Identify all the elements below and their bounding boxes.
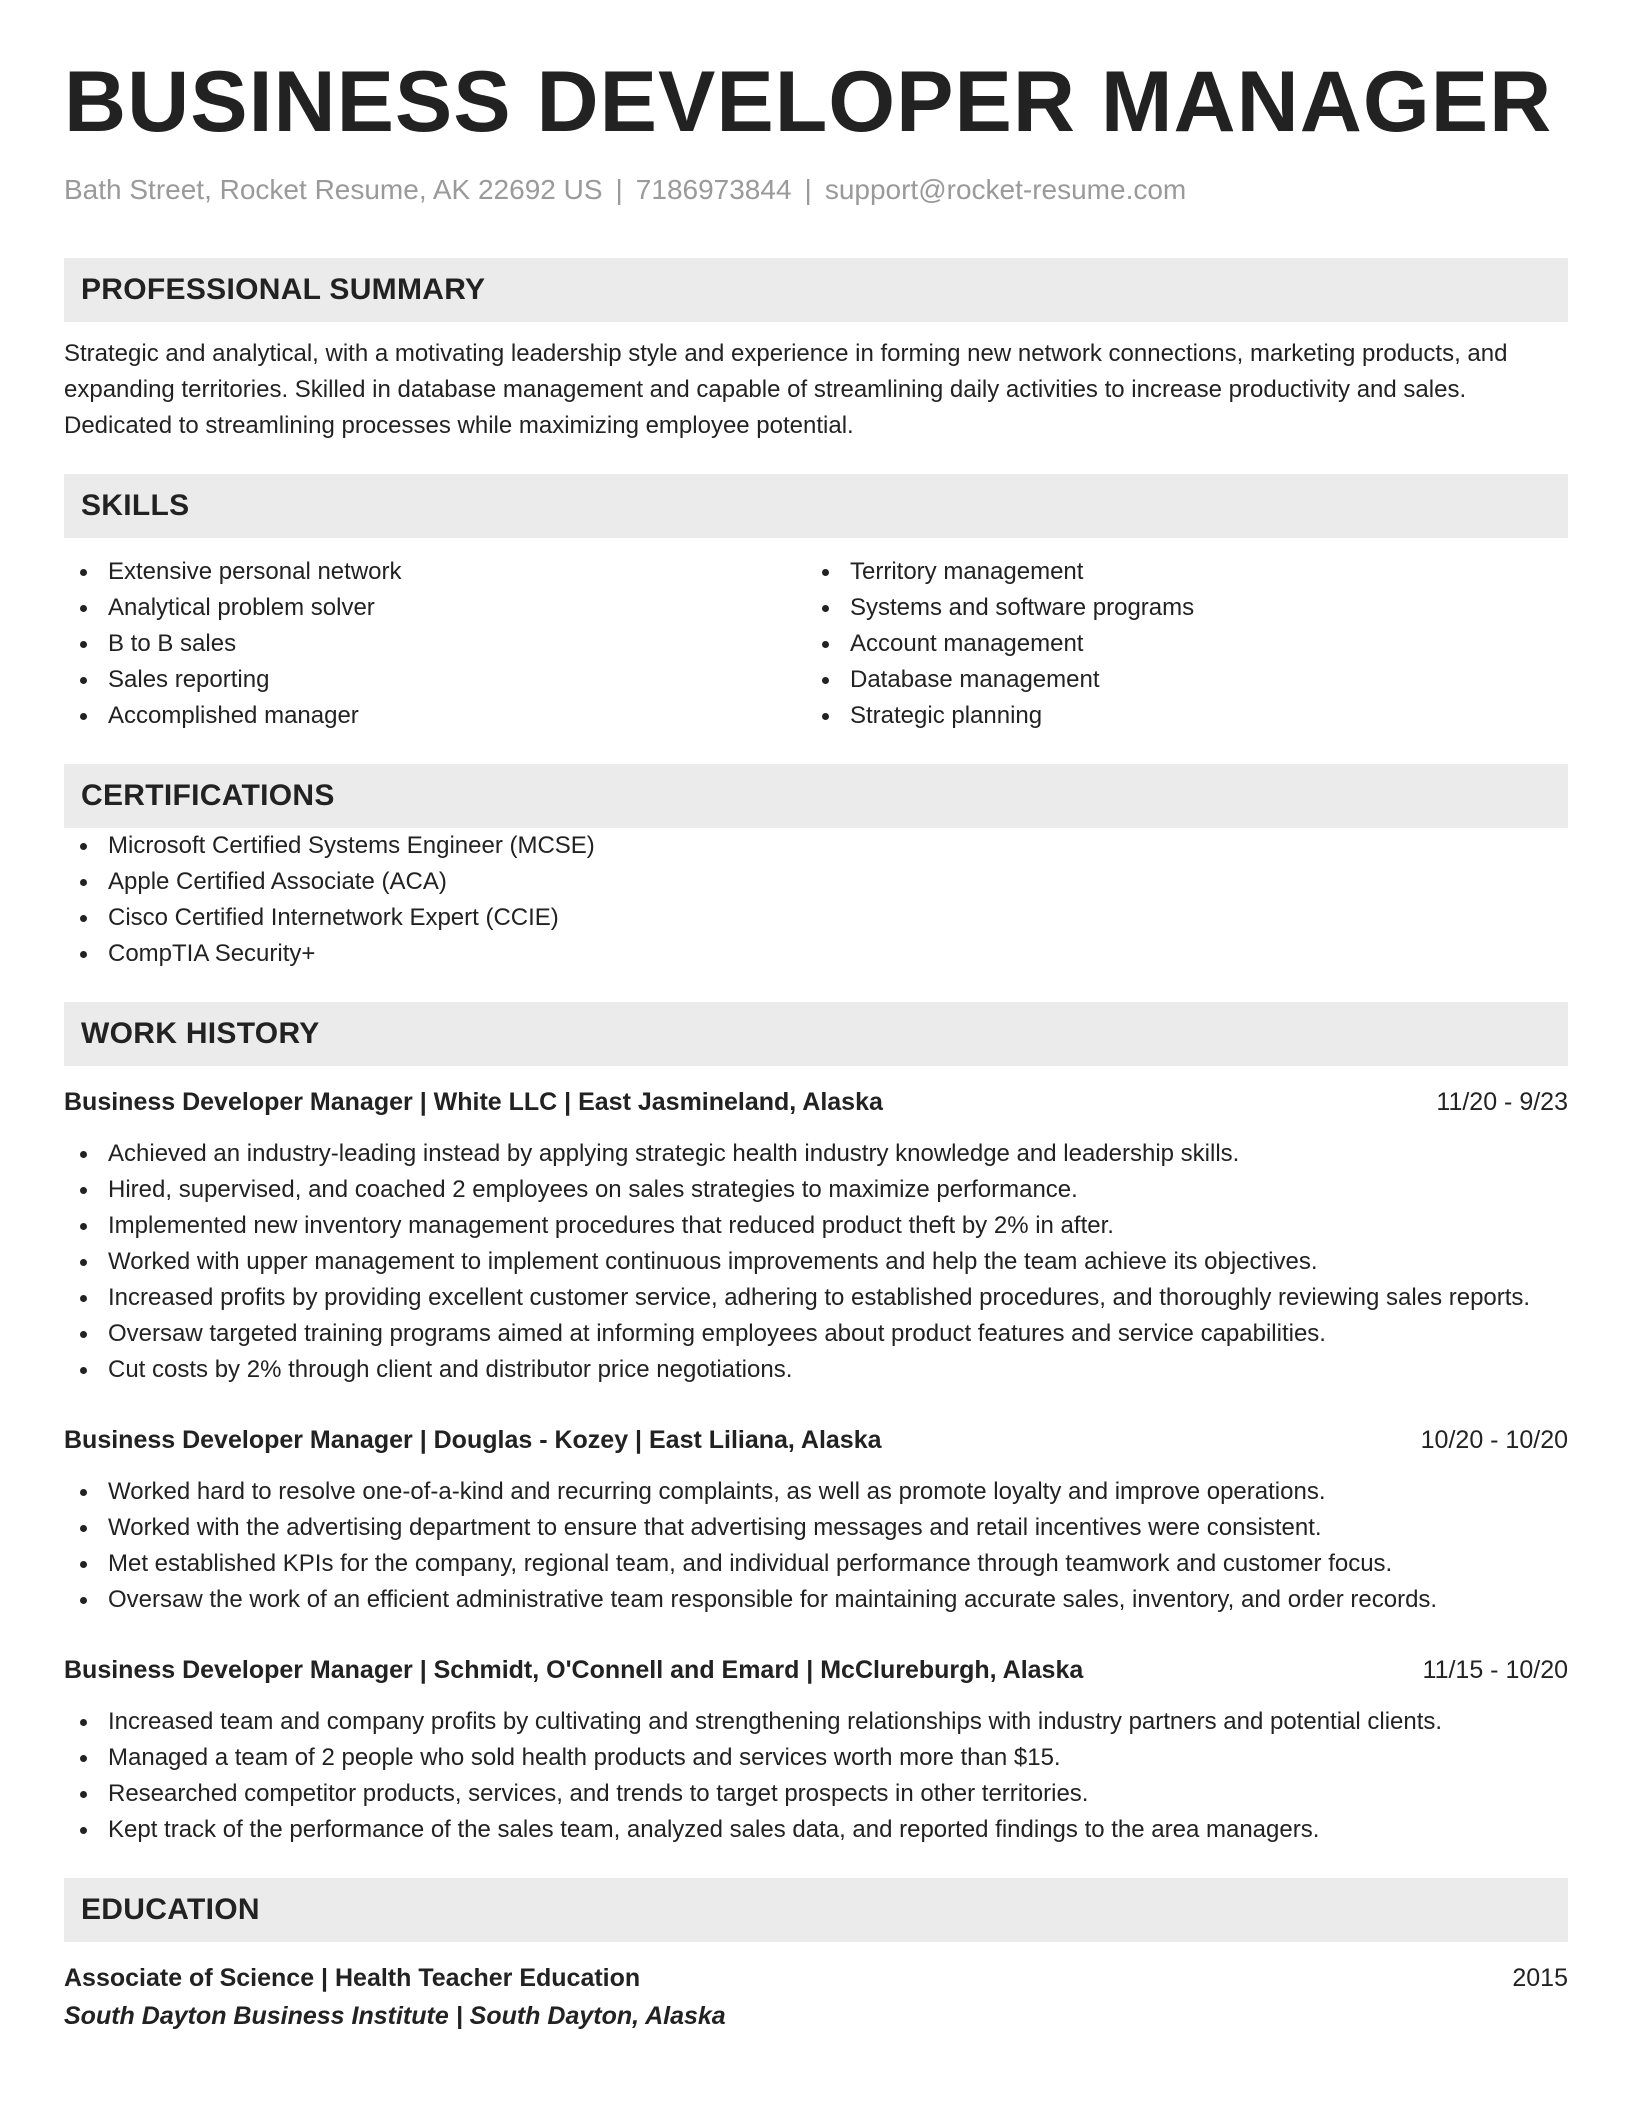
education-degree: Associate of Science | Health Teacher Education — [64, 1964, 641, 1992]
job-bullet: Increased profits by providing excellent customer service, adhering to established procedures, and thoroughly reviewing sales reports. — [64, 1280, 1568, 1316]
contact-phone: 7186973844 — [635, 174, 792, 205]
summary-text: Strategic and analytical, with a motivating leadership style and experience in forming new network connections, marketing products, and expanding territories. Skilled in database management and capable of streamlining daily activities to increase productivity and sales. Dedicated to streamlining processes while maximizing employee potential. — [64, 340, 1508, 439]
job-bullet: Met established KPIs for the company, regional team, and individual performance through teamwork and customer focus. — [64, 1546, 1568, 1582]
contact-separator: | — [804, 174, 812, 205]
section-heading-certifications: CERTIFICATIONS — [64, 764, 1568, 828]
job-title: Business Developer Manager | Douglas - Kozey | East Liliana, Alaska — [64, 1426, 882, 1454]
certification-item: CompTIA Security+ — [64, 936, 1568, 972]
job-bullet: Cut costs by 2% through client and distributor price negotiations. — [64, 1352, 1568, 1388]
job-bullet: Hired, supervised, and coached 2 employees on sales strategies to maximize performance. — [64, 1172, 1568, 1208]
skill-item: Account management — [806, 626, 1548, 662]
skill-item: B to B sales — [64, 626, 806, 662]
contact-separator: | — [615, 174, 623, 205]
education-header — [64, 1960, 1568, 1996]
skill-item: Sales reporting — [64, 662, 806, 698]
job-title: Business Developer Manager | White LLC | East Jasmineland, Alaska — [64, 1088, 883, 1116]
skill-item: Strategic planning — [806, 698, 1548, 734]
certification-item: Microsoft Certified Systems Engineer (MCSE) — [64, 828, 1568, 864]
contact-email: support@rocket-resume.com — [824, 174, 1187, 205]
job-bullets — [64, 1704, 1568, 1848]
skill-item: Analytical problem solver — [64, 590, 806, 626]
job-bullets — [64, 1474, 1568, 1618]
education-year: 2015 — [1512, 1964, 1568, 1992]
candidate-name: BUSINESS DEVELOPER MANAGER — [64, 54, 1553, 150]
job-bullets — [64, 1136, 1568, 1388]
skill-item: Systems and software programs — [806, 590, 1548, 626]
certification-item: Cisco Certified Internetwork Expert (CCIE) — [64, 900, 1568, 936]
section-heading-summary: PROFESSIONAL SUMMARY — [64, 258, 1568, 322]
section-heading-education: EDUCATION — [64, 1878, 1568, 1942]
education-school: South Dayton Business Institute | South Dayton, Alaska — [64, 2002, 726, 2030]
contact-line — [64, 172, 1568, 208]
job-bullet: Oversaw targeted training programs aimed at informing employees about product features and service capabilities. — [64, 1316, 1568, 1352]
job-dates: 11/15 - 10/20 — [1422, 1656, 1568, 1684]
job-title: Business Developer Manager | Schmidt, O'Connell and Emard | McClureburgh, Alaska — [64, 1656, 1084, 1684]
job-bullet: Worked with the advertising department to ensure that advertising messages and retail incentives were consistent. — [64, 1510, 1568, 1546]
job-header — [64, 1422, 1568, 1458]
skills-grid — [64, 554, 1568, 734]
job-entry — [64, 1652, 1568, 1848]
job-bullet: Kept track of the performance of the sales team, analyzed sales data, and reported findings to the area managers. — [64, 1812, 1568, 1848]
skills-list-left — [64, 554, 806, 734]
skill-item: Territory management — [806, 554, 1548, 590]
job-bullet: Achieved an industry-leading instead by applying strategic health industry knowledge and leadership skills. — [64, 1136, 1568, 1172]
skills-list-right — [806, 554, 1548, 734]
job-bullet: Oversaw the work of an efficient administrative team responsible for maintaining accurate sales, inventory, and order records. — [64, 1582, 1568, 1618]
skill-item: Extensive personal network — [64, 554, 806, 590]
job-bullet: Researched competitor products, services, and trends to target prospects in other territories. — [64, 1776, 1568, 1812]
job-entry — [64, 1084, 1568, 1388]
section-heading-skills: SKILLS — [64, 474, 1568, 538]
certification-item: Apple Certified Associate (ACA) — [64, 864, 1568, 900]
job-bullet: Increased team and company profits by cultivating and strengthening relationships with industry partners and potential clients. — [64, 1704, 1568, 1740]
job-dates: 11/20 - 9/23 — [1436, 1088, 1568, 1116]
section-heading-work-history: WORK HISTORY — [64, 1002, 1568, 1066]
education-entry — [64, 1960, 1568, 2034]
job-dates: 10/20 - 10/20 — [1420, 1426, 1568, 1454]
job-header — [64, 1084, 1568, 1120]
skill-item: Accomplished manager — [64, 698, 806, 734]
job-bullet: Worked with upper management to implement continuous improvements and help the team achieve its objectives. — [64, 1244, 1568, 1280]
skill-item: Database management — [806, 662, 1548, 698]
job-bullet: Managed a team of 2 people who sold health products and services worth more than $15. — [64, 1740, 1568, 1776]
certifications-list — [64, 828, 1568, 972]
job-entry — [64, 1422, 1568, 1618]
contact-address: Bath Street, Rocket Resume, AK 22692 US — [64, 174, 603, 205]
job-header — [64, 1652, 1568, 1688]
job-bullet: Implemented new inventory management procedures that reduced product theft by 2% in after. — [64, 1208, 1568, 1244]
job-bullet: Worked hard to resolve one-of-a-kind and recurring complaints, as well as promote loyalty and improve operations. — [64, 1474, 1568, 1510]
